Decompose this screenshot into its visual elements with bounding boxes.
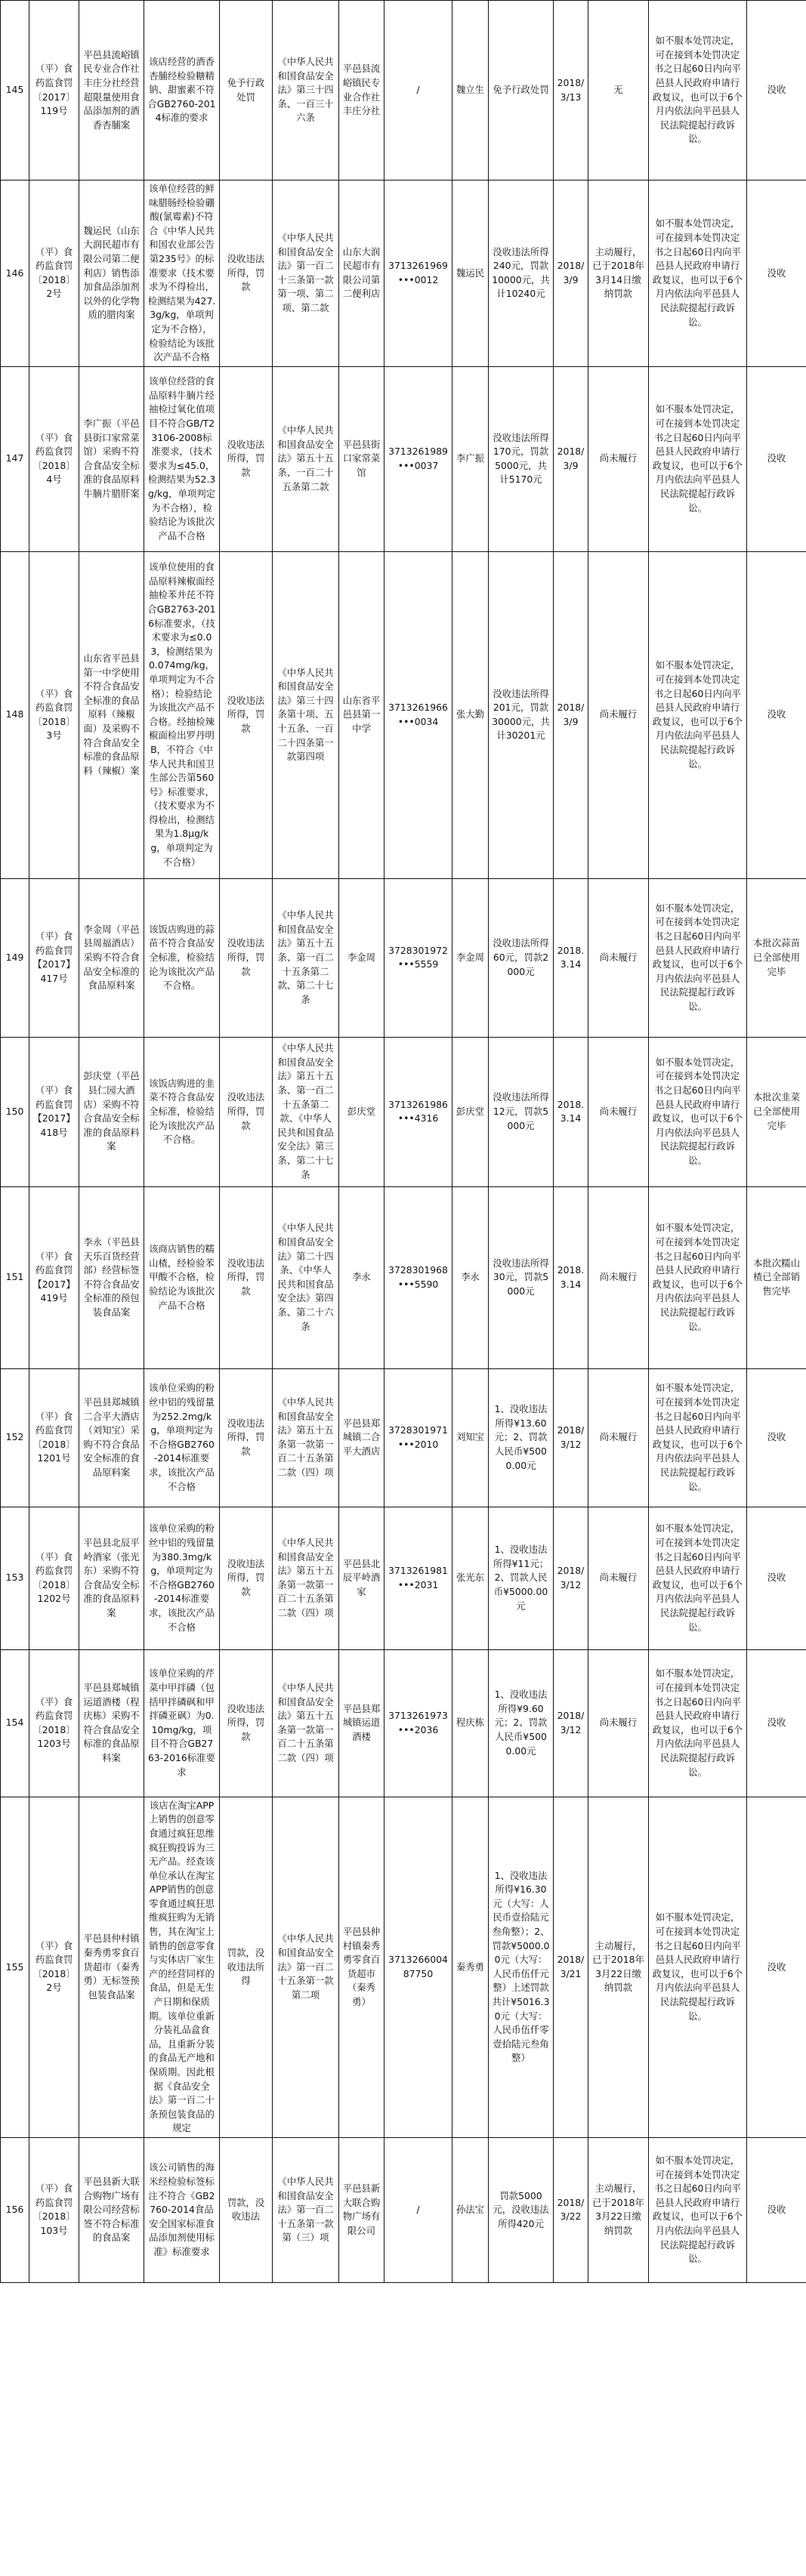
legal-basis-cell: 《中华人民共和国食品安全法》第五十五条第一款第一百二十五条第二款（四）项 <box>273 1368 339 1507</box>
remark-cell: 没收 <box>747 551 806 878</box>
table-row <box>1 1037 806 1186</box>
penalty-content-cell: 没收违法所得12元，罚款5000元 <box>489 1037 554 1186</box>
remedy-cell: 如不服本处罚决定，可在接到本处罚决定书之日起60日内向平邑县人民政府申请行政复议，也可以于6个月内依法向平邑县人民法院提起行政诉讼。 <box>649 2137 747 2282</box>
decision-date-cell: 2018/3/22 <box>554 2137 588 2282</box>
execution-status-cell: 尚未履行 <box>588 1649 649 1797</box>
case-name-cell: 平邑县仲村镇秦秀勇零食百货超市（秦秀勇）无标签预包装食品案 <box>79 1797 144 2137</box>
legal-rep-cell: 李金周 <box>452 878 489 1037</box>
execution-status-cell: 无 <box>588 1 649 180</box>
legal-basis-cell: 《中华人民共和国食品安全法》第五十五条第一款第一百二十五条第二款（四）项 <box>273 1649 339 1797</box>
party-name-cell: 平邑县流峪镇民专业合作社丰庄分社 <box>339 1 384 180</box>
party-name-cell: 平邑县新大联合购物广场有限公司 <box>339 2137 384 2282</box>
seq-cell: 149 <box>1 878 29 1037</box>
execution-status-cell: 主动履行，已于2018年3月22日缴纳罚款 <box>588 2137 649 2282</box>
case-name-cell: 平邑县流峪镇民专业合作社丰庄分社经营超限量使用食品添加剂的酒香杏脯案 <box>79 1 144 180</box>
penalty-type-cell: 罚款，没收违法所得 <box>220 1797 273 2137</box>
penalty-type-cell: 没收违法所得，罚款 <box>220 1368 273 1507</box>
doc-no-cell: （平）食药监食罚〔2018〕4号 <box>29 366 79 551</box>
violation-facts-cell: 该单位经营的食品原料牛腩片经抽检过氧化值项目不符合GB/T23106-2008标准要求，（技术要求为≤45.0，检测结果为52.3g/kg，单项判定为不合格），检验结论为该批次产品不合格 <box>144 366 220 551</box>
decision-date-cell: 2018/3/9 <box>554 180 588 367</box>
doc-no-cell: （平）食药监食罚〔2018〕1201号 <box>29 1368 79 1507</box>
penalty-content-cell: 1、没收违法所得¥16.30元（大写：人民币壹拾陆元叁角整）；2、罚款¥5000.00元（大写：人民币伍仟元整）上述罚款共计¥5016.30元（大写：人民币伍仟零壹拾陆元叁角整） <box>489 1797 554 2137</box>
remedy-cell: 如不服本处罚决定，可在接到本处罚决定书之日起60日内向平邑县人民政府申请行政复议，也可以于6个月内依法向平邑县人民法院提起行政诉讼。 <box>649 180 747 367</box>
doc-no-cell: （平）食药监食罚〔2018〕2号 <box>29 1797 79 2137</box>
penalty-type-cell: 没收违法所得，罚款 <box>220 1186 273 1368</box>
doc-no-cell: （平）食药监食罚〔2018〕3号 <box>29 551 79 878</box>
legal-rep-cell: 孙法宝 <box>452 2137 489 2282</box>
table-row <box>1 2137 806 2282</box>
table-row <box>1 1649 806 1797</box>
doc-no-cell: （平）食药监食罚〔2018〕103号 <box>29 2137 79 2282</box>
execution-status-cell: 尚未履行 <box>588 1037 649 1186</box>
doc-no-cell: （平）食药监食罚〔2018〕2号 <box>29 180 79 367</box>
party-name-cell: 平邑县郑城镇运道酒楼 <box>339 1649 384 1797</box>
execution-status-cell: 尚未履行 <box>588 551 649 878</box>
execution-status-cell: 主动履行，已于2018年3月22日缴纳罚款 <box>588 1797 649 2137</box>
decision-date-cell: 2018/3/13 <box>554 1 588 180</box>
legal-rep-cell: 魏运民 <box>452 180 489 367</box>
id-code-cell: 3728301972•••5559 <box>384 878 452 1037</box>
remark-cell: 本批次糯山楂已全部销售完毕 <box>747 1186 806 1368</box>
penalty-content-cell: 免予行政处罚 <box>489 1 554 180</box>
violation-facts-cell: 该饭店购进的韭菜不符合食品安全标准，检验结论为该批次产品不合格。 <box>144 1037 220 1186</box>
penalty-type-cell: 没收违法所得，罚款 <box>220 366 273 551</box>
seq-cell: 145 <box>1 1 29 180</box>
penalty-type-cell: 没收违法所得，罚款 <box>220 551 273 878</box>
legal-basis-cell: 《中华人民共和国食品安全法》第一百二十五条第一款第二项 <box>273 1797 339 2137</box>
party-name-cell: 平邑县郑城镇二合平大酒店 <box>339 1368 384 1507</box>
id-code-cell: 3713261966•••0034 <box>384 551 452 878</box>
case-name-cell: 彭庆堂（平邑县仁园大酒店）采购不符合食品安全标准的食品原料案 <box>79 1037 144 1186</box>
case-name-cell: 魏运民（山东大润民超市有限公司第二便利店）销售添加食品添加剂以外的化学物质的腊肉案 <box>79 180 144 367</box>
penalty-content-cell: 1、没收违法所得¥9.60元；2、罚款人民币¥5000.00元 <box>489 1649 554 1797</box>
id-code-cell: / <box>384 2137 452 2282</box>
violation-facts-cell: 该饭店购进的蒜苗不符合食品安全标准，检验结论为该批次产品不合格。 <box>144 878 220 1037</box>
decision-date-cell: 2018/3/12 <box>554 1507 588 1649</box>
remedy-cell: 如不服本处罚决定，可在接到本处罚决定书之日起60日内向平邑县人民政府申请行政复议，也可以于6个月内依法向平邑县人民法院提起行政诉讼。 <box>649 1507 747 1649</box>
remedy-cell: 如不服本处罚决定，可在接到本处罚决定书之日起60日内向平邑县人民政府申请行政复议，也可以于6个月内依法向平邑县人民法院提起行政诉讼。 <box>649 551 747 878</box>
case-name-cell: 平邑县郑城镇二合平大酒店（刘知宝）采购不符合食品安全标准的食品原料案 <box>79 1368 144 1507</box>
table-row <box>1 180 806 367</box>
execution-status-cell: 尚未履行 <box>588 366 649 551</box>
id-code-cell: 3713261989•••0037 <box>384 366 452 551</box>
penalty-type-cell: 没收违法所得，罚款 <box>220 878 273 1037</box>
case-name-cell: 平邑县新大联合购物广场有限公司经营标签不符合标准的食品案 <box>79 2137 144 2282</box>
legal-basis-cell: 《中华人民共和国食品安全法》第五十五条、第一百二十五条第二款、《中华人民共和国食品安全法》第三条、第二十七条 <box>273 1037 339 1186</box>
id-code-cell: 3728301968•••5590 <box>384 1186 452 1368</box>
penalty-type-cell: 免予行政处罚 <box>220 1 273 180</box>
doc-no-cell: （平）食药监食罚〔2018〕1202号 <box>29 1507 79 1649</box>
legal-basis-cell: 《中华人民共和国食品安全法》第三十四条第十项、五十五条、一百二十四条第一款第四项 <box>273 551 339 878</box>
penalty-content-cell: 没收违法所得30元，罚款5000元 <box>489 1186 554 1368</box>
case-name-cell: 李金周（平邑县周福酒店）采购不符合食品安全标准的食品原料案 <box>79 878 144 1037</box>
seq-cell: 153 <box>1 1507 29 1649</box>
legal-basis-cell: 《中华人民共和国食品安全法》第二十四条、《中华人民共和国食品安全法》第四条、第二十六条 <box>273 1186 339 1368</box>
seq-cell: 146 <box>1 180 29 367</box>
remark-cell: 没收 <box>747 1368 806 1507</box>
party-name-cell: 平邑县仲村镇秦秀勇零食百货超市（秦秀勇） <box>339 1797 384 2137</box>
violation-facts-cell: 该店经营的酒香杏脯经检验糖精钠、甜蜜素不符合GB2760-2014标准的要求 <box>144 1 220 180</box>
legal-rep-cell: 魏立生 <box>452 1 489 180</box>
case-name-cell: 山东省平邑县第一中学使用不符合食品安全标准的食品原料（辣椒面）及采购不符合食品安全标准的食品原料（辣椒）案 <box>79 551 144 878</box>
party-name-cell: 彭庆堂 <box>339 1037 384 1186</box>
seq-cell: 147 <box>1 366 29 551</box>
case-name-cell: 李永（平邑县天乐百货经营部）经营标签不符合食品安全标准的预包装食品案 <box>79 1186 144 1368</box>
remark-cell: 本批次蒜苗已全部使用完毕 <box>747 878 806 1037</box>
penalty-content-cell: 没收违法所得170元，罚款5000元，共计5170元 <box>489 366 554 551</box>
decision-date-cell: 2018/3/21 <box>554 1797 588 2137</box>
party-name-cell: 李金周 <box>339 878 384 1037</box>
seq-cell: 154 <box>1 1649 29 1797</box>
table-row <box>1 1 806 180</box>
execution-status-cell: 尚未履行 <box>588 1507 649 1649</box>
violation-facts-cell: 该商店销售的糯山楂，经检验苯甲酸不合格，检验结论为该批次产品不合格 <box>144 1186 220 1368</box>
execution-status-cell: 尚未履行 <box>588 1186 649 1368</box>
legal-basis-cell: 《中华人民共和国食品安全法》第五十五条、一百二十五条第二款 <box>273 366 339 551</box>
remedy-cell: 如不服本处罚决定，可在接到本处罚决定书之日起60日内向平邑县人民政府申请行政复议，也可以于6个月内依法向平邑县人民法院提起行政诉讼。 <box>649 1 747 180</box>
legal-rep-cell: 程庆栋 <box>452 1649 489 1797</box>
id-code-cell: 3713261969•••0012 <box>384 180 452 367</box>
case-name-cell: 平邑县郑城镇运道酒楼（程庆栋）采购不符合食品安全标准的食品原料案 <box>79 1649 144 1797</box>
decision-date-cell: 2018.3.14 <box>554 1037 588 1186</box>
remedy-cell: 如不服本处罚决定，可在接到本处罚决定书之日起60日内向平邑县人民政府申请行政复议，也可以于6个月内依法向平邑县人民法院提起行政诉讼。 <box>649 1649 747 1797</box>
remedy-cell: 如不服本处罚决定，可在接到本处罚决定书之日起60日内向平邑县人民政府申请行政复议，也可以于6个月内依法向平邑县人民法院提起行政诉讼。 <box>649 366 747 551</box>
seq-cell: 150 <box>1 1037 29 1186</box>
table-row <box>1 366 806 551</box>
remark-cell: 没收 <box>747 1 806 180</box>
doc-no-cell: （平）食药监食罚〔2017〕119号 <box>29 1 79 180</box>
violation-facts-cell: 该单位使用的食品原料辣椒面经抽检苯并芘不符合GB2763-2016标准要求，（技术要求为≤0.03，检测结果为0.074mg/kg，单项判定为不合格）；检验结论为该批次产品不合格。经抽检辣椒面检出罗丹明B，不符合《中华人民共和国卫生部公告第560号》标准要求，（技术要求为不得检出，检测结果为1.8μg/kg，单项判定为不合格） <box>144 551 220 878</box>
party-name-cell: 山东省平邑县第一中学 <box>339 551 384 878</box>
table-row <box>1 1507 806 1649</box>
penalty-content-cell: 罚款5000元，没收违法所得420元 <box>489 2137 554 2282</box>
decision-date-cell: 2018/3/12 <box>554 1368 588 1507</box>
legal-basis-cell: 《中华人民共和国食品安全法》第一百二十五条第一款第（三）项 <box>273 2137 339 2282</box>
id-code-cell: 3713261981•••2031 <box>384 1507 452 1649</box>
violation-facts-cell: 该公司销售的海米经检验标签标注不符合《GB2760-2014食品安全国家标准食品添加剂使用标准》标准要求 <box>144 2137 220 2282</box>
remedy-cell: 如不服本处罚决定，可在接到本处罚决定书之日起60日内向平邑县人民政府申请行政复议，也可以于6个月内依法向平邑县人民法院提起行政诉讼。 <box>649 878 747 1037</box>
remark-cell: 没收 <box>747 1507 806 1649</box>
case-name-cell: 李广振（平邑县街口家常菜馆）采购不符合食品安全标准的食品原料牛腩片腊肝案 <box>79 366 144 551</box>
penalty-type-cell: 没收违法所得，罚款 <box>220 1507 273 1649</box>
id-code-cell: 3713261986•••4316 <box>384 1037 452 1186</box>
execution-status-cell: 主动履行，已于2018年3月14日缴纳罚款 <box>588 180 649 367</box>
penalty-content-cell: 没收违法所得201元，罚款30000元，共计30201元 <box>489 551 554 878</box>
legal-rep-cell: 李广振 <box>452 366 489 551</box>
penalty-content-cell: 没收违法所得240元，罚款10000元，共计10240元 <box>489 180 554 367</box>
execution-status-cell: 尚未履行 <box>588 878 649 1037</box>
execution-status-cell: 尚未履行 <box>588 1368 649 1507</box>
doc-no-cell: （平）食药监食罚【2017】418号 <box>29 1037 79 1186</box>
decision-date-cell: 2018/3/9 <box>554 366 588 551</box>
decision-date-cell: 2018/3/12 <box>554 1649 588 1797</box>
doc-no-cell: （平）食药监食罚【2017】419号 <box>29 1186 79 1368</box>
violation-facts-cell: 该单位采购的粉丝中铝的残留量为380.3mg/kg，单项判定为不合格GB2760-2014标准要求，该批次产品不合格 <box>144 1507 220 1649</box>
violation-facts-cell: 该店在淘宝APP上销售的创意零食通过疯狂思维疯狂购投诉为三无产品。经查该单位承认在淘宝APP销售的创意零食通过疯狂思维疯狂购为无销售，其在淘宝上销售的创意零食与实体店厂家生产的经营同样的食品，但是无生产日期和保质期。该单位重新分装礼品盒食品，且重新分装的食品无产地和保质期。因此根据《食品安全法》第一百二十条预包装食品的规定 <box>144 1797 220 2137</box>
doc-no-cell: （平）食药监食罚〔2018〕1203号 <box>29 1649 79 1797</box>
legal-rep-cell: 刘知宝 <box>452 1368 489 1507</box>
remedy-cell: 如不服本处罚决定，可在接到本处罚决定书之日起60日内向平邑县人民政府申请行政复议，也可以于6个月内依法向平邑县人民法院提起行政诉讼。 <box>649 1797 747 2137</box>
remedy-cell: 如不服本处罚决定，可在接到本处罚决定书之日起60日内向平邑县人民政府申请行政复议，也可以于6个月内依法向平邑县人民法院提起行政诉讼。 <box>649 1037 747 1186</box>
legal-rep-cell: 张光东 <box>452 1507 489 1649</box>
penalty-type-cell: 没收违法所得，罚款 <box>220 180 273 367</box>
id-code-cell: 3713261973•••2036 <box>384 1649 452 1797</box>
case-name-cell: 平邑县北辰平岭酒家（张光东）采购不符合食品安全标准的食品原料案 <box>79 1507 144 1649</box>
id-code-cell: 371326600487750 <box>384 1797 452 2137</box>
violation-facts-cell: 该单位采购的芹菜中甲拌磷（包括甲拌磷砜和甲拌磷亚砜）为0.10mg/kg，项目不符合GB2763-2016标准要求 <box>144 1649 220 1797</box>
seq-cell: 151 <box>1 1186 29 1368</box>
party-name-cell: 山东大润民超市有限公司第二便利店 <box>339 180 384 367</box>
table-row <box>1 1186 806 1368</box>
remedy-cell: 如不服本处罚决定，可在接到本处罚决定书之日起60日内向平邑县人民政府申请行政复议，也可以于6个月内依法向平邑县人民法院提起行政诉讼。 <box>649 1186 747 1368</box>
table-row <box>1 551 806 878</box>
legal-basis-cell: 《中华人民共和国食品安全法》第三十四条、一百三十六条 <box>273 1 339 180</box>
legal-basis-cell: 《中华人民共和国食品安全法》第一百二十三条第一款第一项、第二项、第二款 <box>273 180 339 367</box>
penalty-content-cell: 1、没收违法所得¥13.60元；2、罚款人民币¥5000.00元 <box>489 1368 554 1507</box>
remark-cell: 没收 <box>747 1797 806 2137</box>
decision-date-cell: 2018/3/9 <box>554 551 588 878</box>
legal-rep-cell: 李永 <box>452 1186 489 1368</box>
penalty-content-cell: 1、没收违法所得¥11元；2、罚款人民币¥5000.00元 <box>489 1507 554 1649</box>
id-code-cell: 3728301971•••2010 <box>384 1368 452 1507</box>
party-name-cell: 李永 <box>339 1186 384 1368</box>
penalty-content-cell: 没收违法所得60元，罚款2000元 <box>489 878 554 1037</box>
remark-cell: 没收 <box>747 366 806 551</box>
remark-cell: 没收 <box>747 2137 806 2282</box>
party-name-cell: 平邑县北辰平岭酒家 <box>339 1507 384 1649</box>
table-row <box>1 1368 806 1507</box>
remedy-cell: 如不服本处罚决定，可在接到本处罚决定书之日起60日内向平邑县人民政府申请行政复议，也可以于6个月内依法向平邑县人民法院提起行政诉讼。 <box>649 1368 747 1507</box>
violation-facts-cell: 该单位采购的粉丝中铝的残留量为252.2mg/kg，单项判定为不合格GB2760-2014标准要求，该批次产品不合格 <box>144 1368 220 1507</box>
legal-rep-cell: 张大勤 <box>452 551 489 878</box>
remark-cell: 本批次韭菜已全部使用完毕 <box>747 1037 806 1186</box>
decision-date-cell: 2018.3.14 <box>554 1186 588 1368</box>
violation-facts-cell: 该单位经营的鲜味腊肠经检验硼酸(氯霉素)不符合《中华人民共和国农业部公告第235号》的标准要求（技术要求为不得检出，检测结果为427.3g/kg，单项判定为不合格），检验结论为该批次产品不合格 <box>144 180 220 367</box>
remark-cell: 没收 <box>747 180 806 367</box>
penalty-type-cell: 没收违法所得，罚款 <box>220 1649 273 1797</box>
table-row <box>1 878 806 1037</box>
legal-rep-cell: 秦秀勇 <box>452 1797 489 2137</box>
id-code-cell: / <box>384 1 452 180</box>
legal-basis-cell: 《中华人民共和国食品安全法》第五十五条第一款第一百二十五条第二款（四）项 <box>273 1507 339 1649</box>
party-name-cell: 平邑县街口家常菜馆 <box>339 366 384 551</box>
legal-rep-cell: 彭庆堂 <box>452 1037 489 1186</box>
seq-cell: 155 <box>1 1797 29 2137</box>
legal-basis-cell: 《中华人民共和国食品安全法》第五十五条、第一百二十五条第二款、第二十七条 <box>273 878 339 1037</box>
doc-no-cell: （平）食药监食罚【2017】417号 <box>29 878 79 1037</box>
seq-cell: 148 <box>1 551 29 878</box>
remark-cell: 没收 <box>747 1649 806 1797</box>
penalty-type-cell: 没收违法所得，罚款 <box>220 1037 273 1186</box>
seq-cell: 156 <box>1 2137 29 2282</box>
decision-date-cell: 2018.3.14 <box>554 878 588 1037</box>
penalty-type-cell: 罚款，没收违法 <box>220 2137 273 2282</box>
table-row <box>1 1797 806 2137</box>
seq-cell: 152 <box>1 1368 29 1507</box>
